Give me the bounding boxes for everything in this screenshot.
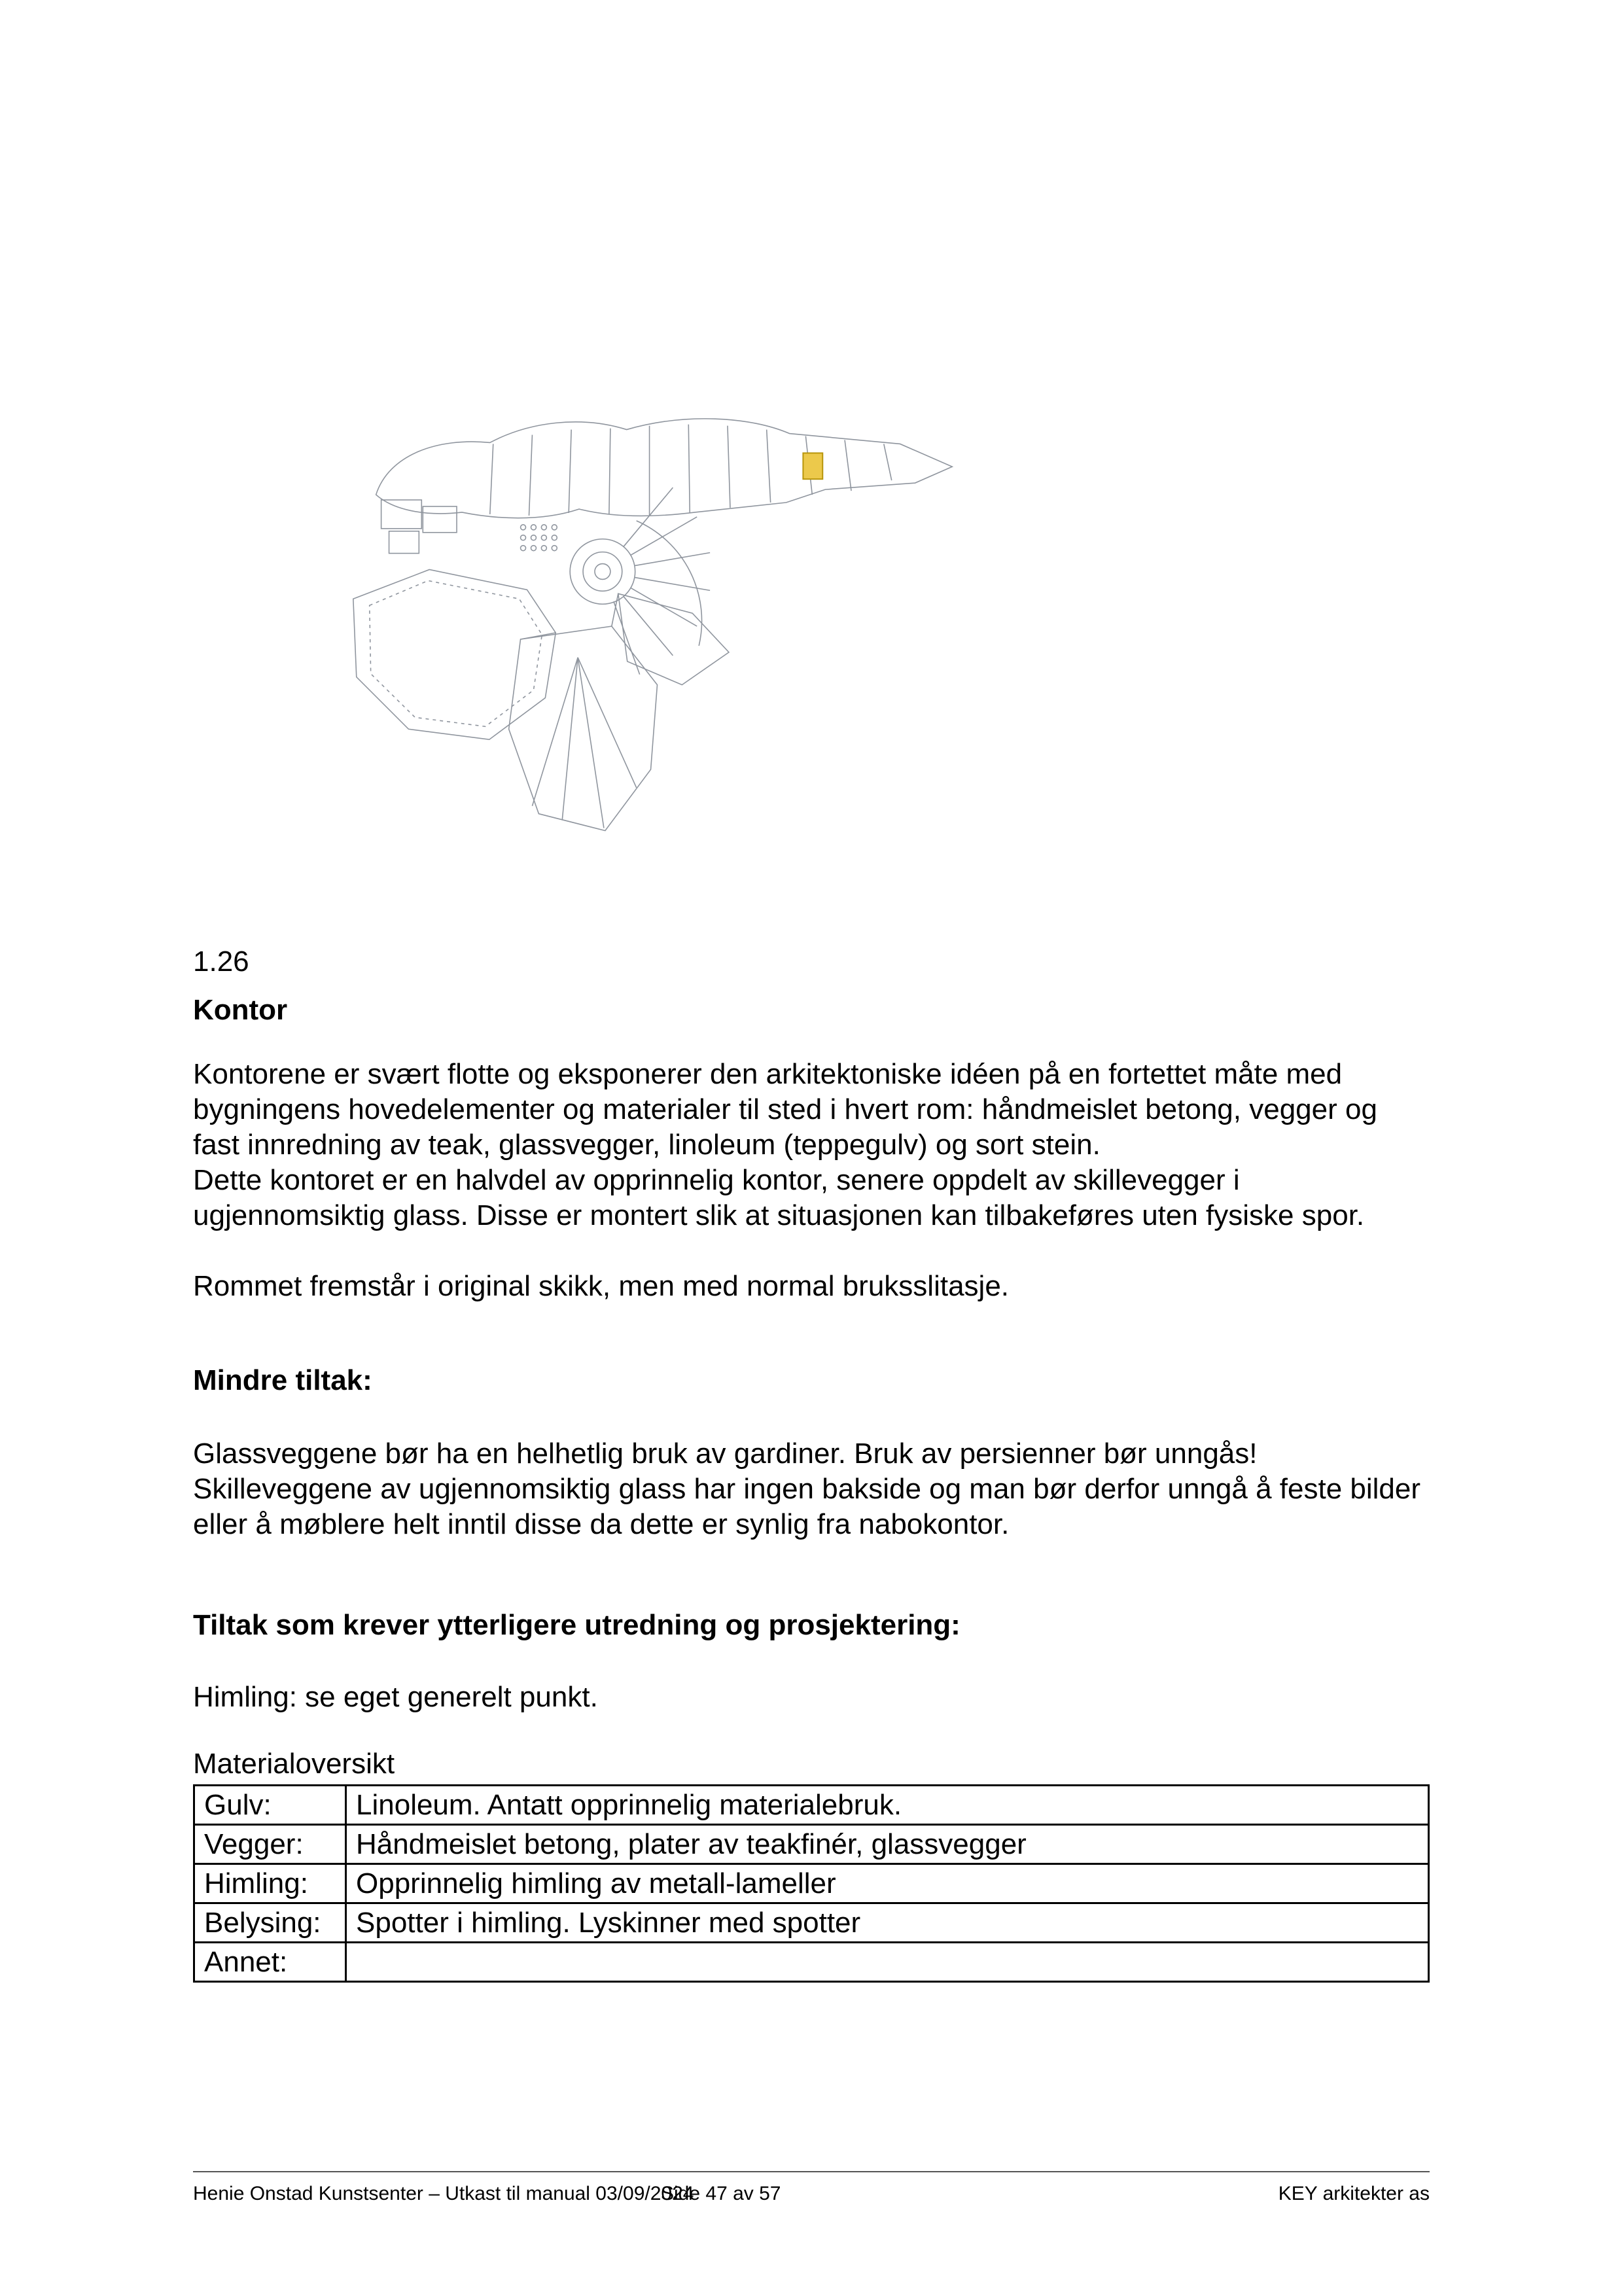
heading-tiltak-utredning: Tiltak som krever ytterligere utredning og prosjektering: [193,1609,961,1641]
footer-company: KEY arkitekter as [1278,2183,1430,2204]
table-cell-value: Håndmeislet betong, plater av teakfinér, glassvegger [346,1825,1429,1864]
table-cell-value [346,1943,1429,1982]
table-row [194,1825,1429,1864]
table-cell-value: Opprinnelig himling av metall-lameller [346,1864,1429,1903]
paragraph-mindre-tiltak: Glassveggene bør ha en helhetlig bruk av gardiner. Bruk av persienner bør unngås! Skilleveggene av ugjennomsiktig glass har ingen bakside og man bør derfor unngå å feste bilder eller å møblere helt inntil disse da dette er synlig fra nabokontor. [193,1438,1421,1540]
table-row [194,1864,1429,1903]
page-footer [193,2171,1430,2205]
paragraph-intro: Kontorene er svært flotte og eksponerer den arkitektoniske idéen på en fortettet måte med bygningens hovedelementer og materialer til sted i hvert rom: håndmeislet betong, vegger og fast innredning av teak, glassvegger, linoleum (teppegulv) og sort stein. [193,1058,1377,1161]
page-title: Kontor [193,994,288,1026]
table-cell-label: Vegger: [194,1825,346,1864]
paragraph-intro-continued: Dette kontoret er en halvdel av opprinnelig kontor, senere oppdelt av skillevegger i ugjennomsiktig glass. Disse er montert slik at situasjonen kan tilbakeføres uten fysiske spor. [193,1164,1365,1231]
material-table [193,1784,1430,1983]
highlighted-room [803,453,822,479]
footer-document-title: Henie Onstad Kunstsenter – Utkast til manual 03/09/2024 [193,2183,694,2204]
footer-page-number: Side 47 av 57 [661,2183,781,2204]
table-row [194,1943,1429,1982]
material-table-caption: Materialoversikt [193,1748,395,1780]
table-cell-label: Gulv: [194,1786,346,1825]
paragraph-himling: Himling: se eget generelt punkt. [193,1681,598,1713]
table-cell-label: Belysing: [194,1903,346,1943]
paragraph-condition: Rommet fremstår i original skikk, men med normal bruksslitasje. [193,1270,1010,1302]
table-cell-label: Annet: [194,1943,346,1982]
table-row [194,1786,1429,1825]
section-number: 1.26 [193,945,249,978]
table-cell-label: Himling: [194,1864,346,1903]
heading-mindre-tiltak: Mindre tiltak: [193,1364,372,1396]
table-cell-value: Linoleum. Antatt opprinnelig materialebruk. [346,1786,1429,1825]
table-cell-value: Spotter i himling. Lyskinner med spotter [346,1903,1429,1943]
floor-plan-drawing [330,402,988,870]
floor-plan-image [330,402,988,870]
table-row [194,1903,1429,1943]
document-content [193,944,1430,1983]
